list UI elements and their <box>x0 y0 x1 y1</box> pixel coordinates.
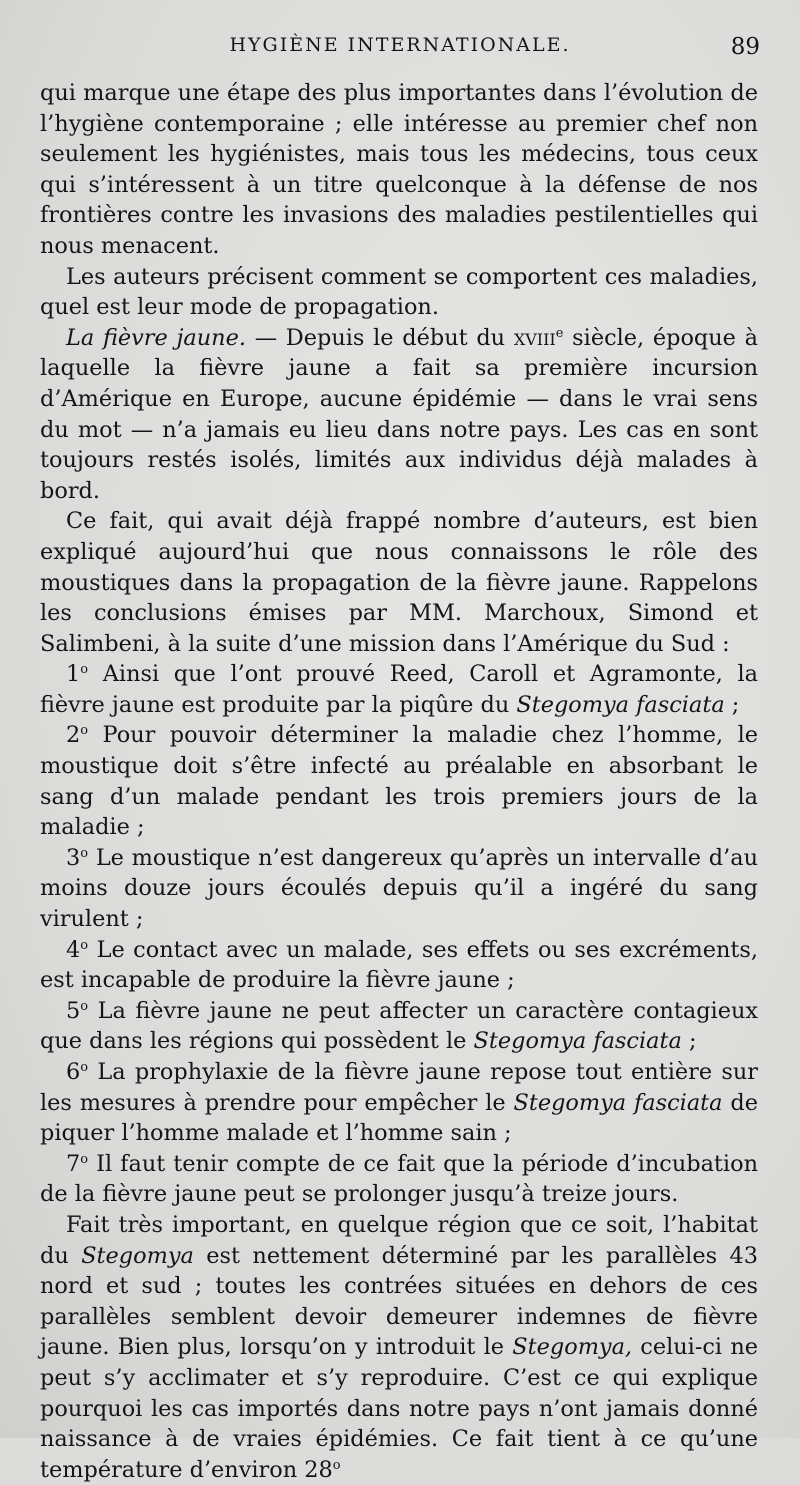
paragraph: Fait très important, en quelque région que ce soit, l’habitat du Stegomya est nettement déterminé par les parallèles 43 nord et sud ; toutes les contrées situées en dehors de ces parallèles semblent devoir demeurer indemnes de fièvre jaune. Bien plus, lorsqu’on y introduit le Stegomya, celui-ci ne peut s’y acclimater et s’y reproduire. C’est ce qui explique pourquoi les cas importés dans notre pays n’ont jamais donné naissance à de vraies épidémies. Ce fait tient à ce qu’une température d’environ 28$^o$ <box>40 1211 758 1483</box>
paragraph: qui marque une étape des plus importantes dans l’évolution de l’hygiène contemporaine ; elle intéresse au premier chef non seulement les hygiénistes, mais tous les médecins, tous ceux qui s’intéressent à un titre quelconque à la défense de nos frontières contre les invasions des maladies pestilentielles qui nous menacent. <box>40 80 758 259</box>
body-text <box>40 78 758 1485</box>
list-item: 6$^o$ La prophylaxie de la fièvre jaune repose tout entière sur les mesures à prendre pour empêcher le Stegomya fasciata de piquer l’homme malade et l’homme sain ; <box>40 1059 758 1147</box>
list-item: 3$^o$ Le moustique n’est dangereux qu’après un intervalle d’au moins douze jours écoulés depuis qu’il a ingéré du sang virulent ; <box>40 844 758 933</box>
running-title: HYGIÈNE INTERNATIONALE. <box>229 34 571 56</box>
section-heading: La fièvre jaune. <box>66 324 246 351</box>
page-header <box>40 34 760 70</box>
paragraph-yellow-fever: La fièvre jaune. — Depuis le début du xviii$^e$ siècle, époque à laquelle la fièvre jaune a fait sa première incursion d’Amérique en Europe, aucune épidémie — dans le vrai sens du mot — n’a jamais eu lieu dans notre pays. Les cas en sont toujours restés isolés, limités aux individus déjà malades à bord. <box>40 324 759 504</box>
paragraph: Les auteurs précisent comment se comportent ces maladies, quel est leur mode de propagation. <box>40 263 758 321</box>
list-item: 5$^o$ La fièvre jaune ne peut affecter un caractère contagieux que dans les régions qui possèdent le Stegomya fasciata ; <box>40 997 758 1055</box>
page-number: 89 <box>730 34 760 60</box>
list-item: 7$^o$ Il faut tenir compte de ce fait que la période d’incubation de la fièvre jaune peut se prolonger jusqu’à treize jours. <box>40 1150 758 1208</box>
list-item: 2$^o$ Pour pouvoir déterminer la maladie chez l’homme, le moustique doit s’être infecté au préalable en absorbant le sang d’un malade pendant les trois premiers jours de la maladie ; <box>40 722 758 841</box>
paragraph: Ce fait, qui avait déjà frappé nombre d’auteurs, est bien expliqué aujourd’hui que nous connaissons le rôle des moustiques dans la propagation de la fièvre jaune. Rappelons les conclusions émises par MM. Marchoux, Simond et Salimbeni, à la suite d’une mission dans l’Amérique du Sud : <box>40 508 758 657</box>
list-item: 4$^o$ Le contact avec un malade, ses effets ou ses excréments, est incapable de produire la fièvre jaune ; <box>40 936 758 994</box>
list-item: 1$^o$ Ainsi que l’ont prouvé Reed, Caroll et Agramonte, la fièvre jaune est produite par la piqûre du Stegomya fasciata ; <box>40 661 758 718</box>
